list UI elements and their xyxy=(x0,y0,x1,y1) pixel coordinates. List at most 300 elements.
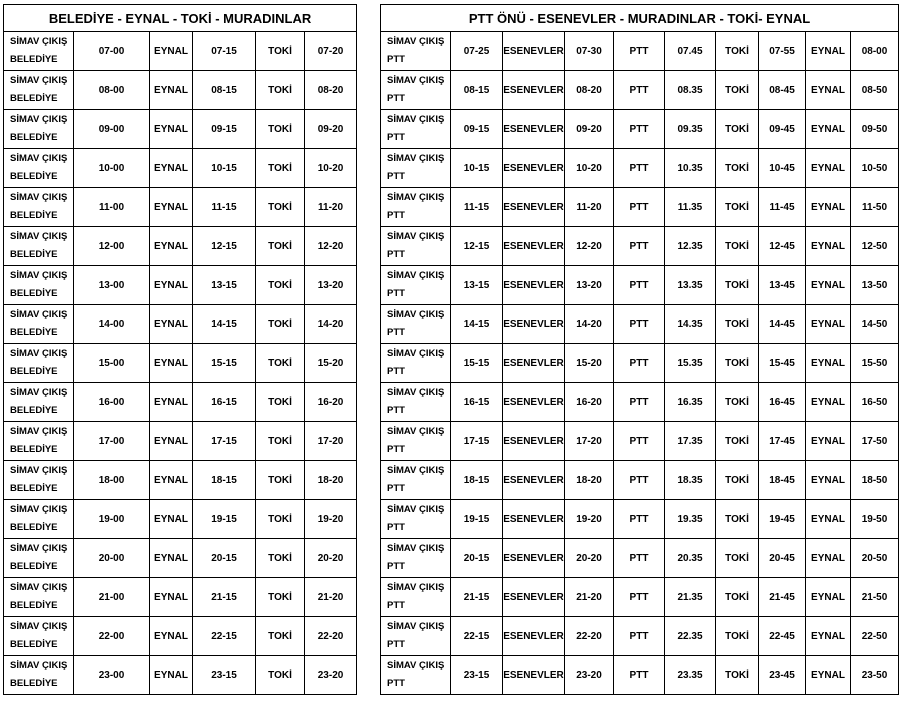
origin-line-2: PTT xyxy=(387,678,405,689)
schedule-cell: TOKİ xyxy=(716,227,759,266)
schedule-cell: ESENEVLER xyxy=(503,32,565,71)
origin-line-1: SİMAV ÇIKIŞ xyxy=(10,465,68,476)
schedule-cell: TOKİ xyxy=(256,188,305,227)
origin-cell xyxy=(381,422,451,461)
left-schedule-body xyxy=(4,5,357,695)
schedule-cell: 21.35 xyxy=(665,578,716,617)
origin-line-2: BELEDİYE xyxy=(10,483,58,494)
schedule-cell: 14-45 xyxy=(759,305,806,344)
table-row xyxy=(4,461,357,500)
schedule-cell: EYNAL xyxy=(806,305,851,344)
schedule-cell: 11-45 xyxy=(759,188,806,227)
table-row xyxy=(381,188,899,227)
schedule-cell: 21-20 xyxy=(565,578,614,617)
schedule-cell: EYNAL xyxy=(806,539,851,578)
schedule-cell: 09-15 xyxy=(193,110,256,149)
origin-line-2: PTT xyxy=(387,288,405,299)
schedule-cell: 15.35 xyxy=(665,344,716,383)
schedule-cell: 19-00 xyxy=(74,500,150,539)
origin-line-2: BELEDİYE xyxy=(10,171,58,182)
origin-line-2: BELEDİYE xyxy=(10,444,58,455)
schedule-cell: PTT xyxy=(614,149,665,188)
origin-cell xyxy=(4,149,74,188)
schedule-cell: 23-20 xyxy=(565,656,614,695)
origin-cell xyxy=(381,344,451,383)
schedule-cell: PTT xyxy=(614,578,665,617)
schedule-cell: EYNAL xyxy=(806,227,851,266)
origin-line-1: SİMAV ÇIKIŞ xyxy=(387,348,445,359)
schedule-cell: 22.35 xyxy=(665,617,716,656)
schedule-cell: ESENEVLER xyxy=(503,188,565,227)
origin-line-1: SİMAV ÇIKIŞ xyxy=(10,387,68,398)
table-row xyxy=(4,539,357,578)
schedule-cell: PTT xyxy=(614,617,665,656)
schedule-cell: 16-15 xyxy=(193,383,256,422)
schedule-cell: ESENEVLER xyxy=(503,149,565,188)
origin-cell xyxy=(381,578,451,617)
origin-cell xyxy=(381,188,451,227)
origin-line-1: SİMAV ÇIKIŞ xyxy=(10,270,68,281)
schedule-cell: EYNAL xyxy=(150,383,193,422)
schedule-cell: EYNAL xyxy=(806,110,851,149)
origin-cell xyxy=(4,656,74,695)
origin-cell xyxy=(381,227,451,266)
origin-line-1: SİMAV ÇIKIŞ xyxy=(10,231,68,242)
schedule-cell: TOKİ xyxy=(716,539,759,578)
schedule-cell: 13-15 xyxy=(451,266,503,305)
origin-line-2: PTT xyxy=(387,639,405,650)
table-row xyxy=(4,305,357,344)
schedule-cell: EYNAL xyxy=(806,149,851,188)
origin-line-2: BELEDİYE xyxy=(10,249,58,260)
schedule-cell: 09-50 xyxy=(851,110,899,149)
origin-line-1: SİMAV ÇIKIŞ xyxy=(10,504,68,515)
schedule-cell: ESENEVLER xyxy=(503,110,565,149)
schedule-cell: 07-20 xyxy=(305,32,357,71)
schedule-cell: 19-45 xyxy=(759,500,806,539)
schedule-cell: ESENEVLER xyxy=(503,305,565,344)
origin-cell xyxy=(4,188,74,227)
table-row xyxy=(4,578,357,617)
schedule-cell: 15-50 xyxy=(851,344,899,383)
origin-line-2: BELEDİYE xyxy=(10,288,58,299)
table-row xyxy=(381,71,899,110)
table-row xyxy=(381,266,899,305)
table-row xyxy=(381,539,899,578)
origin-line-1: SİMAV ÇIKIŞ xyxy=(10,75,68,86)
origin-line-1: SİMAV ÇIKIŞ xyxy=(10,426,68,437)
table-row xyxy=(4,266,357,305)
schedule-cell: 16-00 xyxy=(74,383,150,422)
schedule-cell: PTT xyxy=(614,266,665,305)
schedule-cell: 12-20 xyxy=(305,227,357,266)
schedule-cell: EYNAL xyxy=(806,266,851,305)
origin-cell xyxy=(381,266,451,305)
schedule-cell: PTT xyxy=(614,656,665,695)
schedule-cell: 13-20 xyxy=(565,266,614,305)
schedule-cell: 08-50 xyxy=(851,71,899,110)
origin-line-2: PTT xyxy=(387,327,405,338)
schedule-cell: 22-00 xyxy=(74,617,150,656)
schedule-cell: TOKİ xyxy=(716,110,759,149)
schedule-cell: 17.35 xyxy=(665,422,716,461)
origin-cell xyxy=(381,32,451,71)
schedule-cell: 15-15 xyxy=(451,344,503,383)
origin-cell xyxy=(381,305,451,344)
schedule-cell: 16-20 xyxy=(565,383,614,422)
schedule-cell: 11-20 xyxy=(565,188,614,227)
origin-cell xyxy=(381,383,451,422)
schedule-cell: 21-00 xyxy=(74,578,150,617)
schedule-cell: 18-15 xyxy=(193,461,256,500)
schedule-cell: TOKİ xyxy=(256,578,305,617)
schedule-cell: TOKİ xyxy=(716,500,759,539)
origin-line-1: SİMAV ÇIKIŞ xyxy=(387,114,445,125)
origin-cell xyxy=(381,539,451,578)
schedule-cell: EYNAL xyxy=(806,578,851,617)
origin-line-2: BELEDİYE xyxy=(10,678,58,689)
schedule-cell: 19-50 xyxy=(851,500,899,539)
schedule-cell: 12-45 xyxy=(759,227,806,266)
table-row xyxy=(4,110,357,149)
schedule-cell: TOKİ xyxy=(256,461,305,500)
origin-line-1: SİMAV ÇIKIŞ xyxy=(387,36,445,47)
origin-line-1: SİMAV ÇIKIŞ xyxy=(387,621,445,632)
schedule-cell: TOKİ xyxy=(256,305,305,344)
origin-line-1: SİMAV ÇIKIŞ xyxy=(387,543,445,554)
table-row xyxy=(381,617,899,656)
schedule-cell: 19-20 xyxy=(565,500,614,539)
origin-line-1: SİMAV ÇIKIŞ xyxy=(387,75,445,86)
schedule-cell: 18-20 xyxy=(305,461,357,500)
schedule-cell: 10-45 xyxy=(759,149,806,188)
schedule-cell: ESENEVLER xyxy=(503,500,565,539)
schedule-cell: 18-15 xyxy=(451,461,503,500)
schedule-cell: EYNAL xyxy=(806,71,851,110)
schedule-cell: 14-00 xyxy=(74,305,150,344)
schedule-cell: EYNAL xyxy=(806,422,851,461)
right-schedule-body xyxy=(381,5,899,695)
schedule-cell: 15-00 xyxy=(74,344,150,383)
origin-line-1: SİMAV ÇIKIŞ xyxy=(10,192,68,203)
schedule-cell: 13-00 xyxy=(74,266,150,305)
origin-line-1: SİMAV ÇIKIŞ xyxy=(387,192,445,203)
table-row xyxy=(381,461,899,500)
schedule-cell: PTT xyxy=(614,344,665,383)
schedule-cell: 12-15 xyxy=(193,227,256,266)
schedule-cell: 12-50 xyxy=(851,227,899,266)
schedule-cell: 21-45 xyxy=(759,578,806,617)
schedule-cell: PTT xyxy=(614,422,665,461)
schedule-cell: TOKİ xyxy=(256,110,305,149)
origin-cell xyxy=(4,71,74,110)
schedule-cell: EYNAL xyxy=(150,344,193,383)
schedule-cell: 13-50 xyxy=(851,266,899,305)
schedule-cell: EYNAL xyxy=(806,617,851,656)
schedule-cell: 22-15 xyxy=(193,617,256,656)
schedule-cell: 23-00 xyxy=(74,656,150,695)
schedule-cell: 21-15 xyxy=(451,578,503,617)
schedule-cell: 14-20 xyxy=(305,305,357,344)
table-row xyxy=(381,578,899,617)
origin-line-1: SİMAV ÇIKIŞ xyxy=(387,270,445,281)
schedule-cell: 11-20 xyxy=(305,188,357,227)
schedule-cell: 09-20 xyxy=(565,110,614,149)
schedule-cell: TOKİ xyxy=(256,266,305,305)
schedule-cell: PTT xyxy=(614,500,665,539)
schedule-cell: 08-00 xyxy=(74,71,150,110)
schedule-cell: 12-00 xyxy=(74,227,150,266)
origin-line-2: PTT xyxy=(387,93,405,104)
origin-cell xyxy=(381,149,451,188)
schedule-cell: 20-15 xyxy=(451,539,503,578)
origin-line-1: SİMAV ÇIKIŞ xyxy=(10,582,68,593)
schedule-cell: 21-20 xyxy=(305,578,357,617)
schedule-cell: EYNAL xyxy=(150,617,193,656)
schedule-cell: 10-20 xyxy=(305,149,357,188)
schedule-cell: 10-20 xyxy=(565,149,614,188)
table-row xyxy=(381,32,899,71)
schedule-cell: EYNAL xyxy=(806,32,851,71)
schedule-cell: 14-15 xyxy=(451,305,503,344)
origin-cell xyxy=(4,617,74,656)
schedule-cell: 19-15 xyxy=(451,500,503,539)
origin-line-1: SİMAV ÇIKIŞ xyxy=(10,348,68,359)
origin-line-2: BELEDİYE xyxy=(10,600,58,611)
schedule-cell: EYNAL xyxy=(150,71,193,110)
origin-line-2: BELEDİYE xyxy=(10,54,58,65)
schedule-cell: 09-45 xyxy=(759,110,806,149)
schedule-cell: ESENEVLER xyxy=(503,422,565,461)
table-row xyxy=(4,344,357,383)
origin-line-2: PTT xyxy=(387,210,405,221)
table-row xyxy=(381,500,899,539)
schedule-cell: TOKİ xyxy=(256,656,305,695)
origin-cell xyxy=(4,32,74,71)
origin-line-1: SİMAV ÇIKIŞ xyxy=(387,387,445,398)
table-row xyxy=(381,344,899,383)
schedule-cell: EYNAL xyxy=(150,149,193,188)
schedule-cell: 23-15 xyxy=(193,656,256,695)
schedule-cell: EYNAL xyxy=(150,500,193,539)
origin-line-1: SİMAV ÇIKIŞ xyxy=(10,153,68,164)
schedule-cell: 14-20 xyxy=(565,305,614,344)
schedule-cell: 10-00 xyxy=(74,149,150,188)
table-row xyxy=(381,383,899,422)
schedule-cell: 12-15 xyxy=(451,227,503,266)
origin-line-2: BELEDİYE xyxy=(10,210,58,221)
origin-line-2: BELEDİYE xyxy=(10,522,58,533)
schedule-cell: PTT xyxy=(614,461,665,500)
schedule-cell: 22-50 xyxy=(851,617,899,656)
schedule-cell: 17-20 xyxy=(305,422,357,461)
schedule-cell: EYNAL xyxy=(150,227,193,266)
schedule-cell: 11-50 xyxy=(851,188,899,227)
schedule-cell: TOKİ xyxy=(716,188,759,227)
schedule-cell: 17-15 xyxy=(451,422,503,461)
schedule-cell: EYNAL xyxy=(806,383,851,422)
schedule-cell: TOKİ xyxy=(716,461,759,500)
schedule-cell: TOKİ xyxy=(716,617,759,656)
schedule-cell: 11.35 xyxy=(665,188,716,227)
origin-line-1: SİMAV ÇIKIŞ xyxy=(387,153,445,164)
table-row xyxy=(4,71,357,110)
schedule-cell: 08-20 xyxy=(565,71,614,110)
table-row xyxy=(4,617,357,656)
schedule-cell: 11-00 xyxy=(74,188,150,227)
origin-line-2: BELEDİYE xyxy=(10,639,58,650)
schedule-cell: EYNAL xyxy=(806,188,851,227)
origin-cell xyxy=(381,461,451,500)
schedule-cell: TOKİ xyxy=(716,71,759,110)
schedule-cell: EYNAL xyxy=(806,656,851,695)
schedule-cell: 17-20 xyxy=(565,422,614,461)
origin-line-1: SİMAV ÇIKIŞ xyxy=(387,465,445,476)
schedule-cell: EYNAL xyxy=(806,344,851,383)
origin-line-1: SİMAV ÇIKIŞ xyxy=(10,114,68,125)
schedule-cell: 16.35 xyxy=(665,383,716,422)
schedule-cell: 09-00 xyxy=(74,110,150,149)
schedule-cell: ESENEVLER xyxy=(503,539,565,578)
schedule-cell: PTT xyxy=(614,32,665,71)
origin-line-1: SİMAV ÇIKIŞ xyxy=(10,309,68,320)
schedule-cell: 10-15 xyxy=(451,149,503,188)
origin-line-2: BELEDİYE xyxy=(10,327,58,338)
schedule-cell: TOKİ xyxy=(716,32,759,71)
schedule-cell: 19.35 xyxy=(665,500,716,539)
origin-line-1: SİMAV ÇIKIŞ xyxy=(10,543,68,554)
origin-cell xyxy=(381,110,451,149)
schedule-cell: TOKİ xyxy=(256,149,305,188)
schedule-cell: 07-30 xyxy=(565,32,614,71)
schedule-cell: ESENEVLER xyxy=(503,344,565,383)
schedule-cell: 23-20 xyxy=(305,656,357,695)
schedule-cell: 15-45 xyxy=(759,344,806,383)
origin-cell xyxy=(4,461,74,500)
left-schedule-table xyxy=(3,4,357,695)
origin-line-2: PTT xyxy=(387,561,405,572)
schedule-cell: 15-15 xyxy=(193,344,256,383)
schedule-cell: ESENEVLER xyxy=(503,266,565,305)
schedule-cell: 08-20 xyxy=(305,71,357,110)
origin-line-2: BELEDİYE xyxy=(10,405,58,416)
table-row xyxy=(4,32,357,71)
origin-line-2: PTT xyxy=(387,405,405,416)
schedule-cell: 23-15 xyxy=(451,656,503,695)
origin-line-2: PTT xyxy=(387,132,405,143)
schedule-cell: EYNAL xyxy=(150,578,193,617)
schedule-cell: 14-50 xyxy=(851,305,899,344)
schedule-cell: 13.35 xyxy=(665,266,716,305)
schedule-cell: 20-00 xyxy=(74,539,150,578)
schedule-cell: 20-15 xyxy=(193,539,256,578)
schedule-cell: PTT xyxy=(614,188,665,227)
origin-line-1: SİMAV ÇIKIŞ xyxy=(10,621,68,632)
schedule-cell: 10-50 xyxy=(851,149,899,188)
table-row xyxy=(4,383,357,422)
schedule-cell: 23.35 xyxy=(665,656,716,695)
schedule-cell: PTT xyxy=(614,305,665,344)
schedule-cell: TOKİ xyxy=(716,578,759,617)
schedule-cell: EYNAL xyxy=(150,539,193,578)
schedule-cell: TOKİ xyxy=(256,422,305,461)
schedule-cell: PTT xyxy=(614,227,665,266)
schedule-cell: TOKİ xyxy=(716,266,759,305)
schedule-cell: 20-50 xyxy=(851,539,899,578)
schedule-cell: 07-55 xyxy=(759,32,806,71)
schedule-cell: ESENEVLER xyxy=(503,578,565,617)
origin-cell xyxy=(4,422,74,461)
schedule-cell: TOKİ xyxy=(716,344,759,383)
schedule-cell: ESENEVLER xyxy=(503,227,565,266)
origin-line-2: PTT xyxy=(387,600,405,611)
schedule-cell: 07-00 xyxy=(74,32,150,71)
schedule-cell: 20-45 xyxy=(759,539,806,578)
schedule-cell: 22-15 xyxy=(451,617,503,656)
table-row xyxy=(381,422,899,461)
schedule-cell: ESENEVLER xyxy=(503,71,565,110)
schedule-cell: PTT xyxy=(614,110,665,149)
schedule-cell: 07-25 xyxy=(451,32,503,71)
schedule-cell: TOKİ xyxy=(716,422,759,461)
schedule-cell: 21-15 xyxy=(193,578,256,617)
schedule-cell: EYNAL xyxy=(806,461,851,500)
table-row xyxy=(4,656,357,695)
schedule-cell: 11-15 xyxy=(451,188,503,227)
schedule-cell: 18-00 xyxy=(74,461,150,500)
right-table-title: PTT ÖNÜ - ESENEVLER - MURADINLAR - TOKİ- EYNAL xyxy=(381,5,899,32)
origin-line-2: PTT xyxy=(387,522,405,533)
schedule-cell: 22-20 xyxy=(565,617,614,656)
schedule-cell: 23-45 xyxy=(759,656,806,695)
table-row xyxy=(381,305,899,344)
origin-line-2: BELEDİYE xyxy=(10,366,58,377)
origin-line-2: PTT xyxy=(387,366,405,377)
schedule-cell: 13-15 xyxy=(193,266,256,305)
origin-cell xyxy=(4,110,74,149)
origin-cell xyxy=(381,500,451,539)
origin-line-2: PTT xyxy=(387,249,405,260)
origin-cell xyxy=(381,71,451,110)
schedule-cell: 09.35 xyxy=(665,110,716,149)
schedule-cell: 17-00 xyxy=(74,422,150,461)
left-table-title: BELEDİYE - EYNAL - TOKİ - MURADINLAR xyxy=(4,5,357,32)
schedule-cell: TOKİ xyxy=(256,383,305,422)
origin-cell xyxy=(4,500,74,539)
schedule-cell: TOKİ xyxy=(256,71,305,110)
schedule-cell: 16-20 xyxy=(305,383,357,422)
origin-line-2: BELEDİYE xyxy=(10,132,58,143)
schedule-cell: 20-20 xyxy=(565,539,614,578)
schedule-cell: TOKİ xyxy=(256,500,305,539)
schedule-cell: TOKİ xyxy=(716,383,759,422)
schedule-cell: EYNAL xyxy=(150,32,193,71)
schedule-cell: 10.35 xyxy=(665,149,716,188)
schedule-cell: TOKİ xyxy=(256,32,305,71)
schedule-cell: EYNAL xyxy=(806,500,851,539)
origin-cell xyxy=(381,617,451,656)
origin-cell xyxy=(4,578,74,617)
schedule-cell: EYNAL xyxy=(150,305,193,344)
schedule-cell: PTT xyxy=(614,383,665,422)
schedule-cell: EYNAL xyxy=(150,461,193,500)
schedule-cell: EYNAL xyxy=(150,188,193,227)
schedule-cell: 09-20 xyxy=(305,110,357,149)
origin-line-1: SİMAV ÇIKIŞ xyxy=(387,426,445,437)
schedule-cell: TOKİ xyxy=(716,305,759,344)
origin-cell xyxy=(4,227,74,266)
table-row xyxy=(381,227,899,266)
